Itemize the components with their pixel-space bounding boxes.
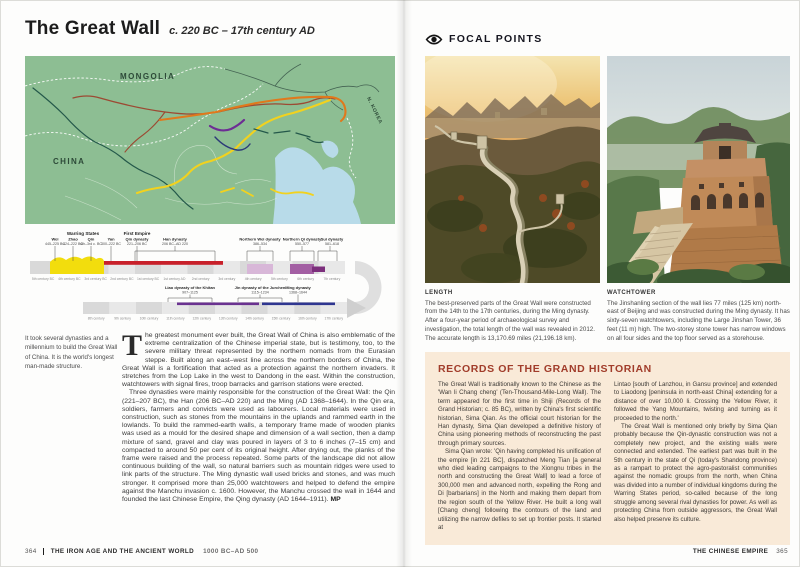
eye-icon bbox=[425, 34, 443, 45]
svg-text:Yan: Yan bbox=[107, 236, 115, 242]
svg-text:550–577: 550–577 bbox=[295, 242, 309, 246]
century-label: 4th century bbox=[244, 277, 262, 281]
svg-text:Liao dynasty of the Khitan: Liao dynasty of the Khitan bbox=[164, 285, 216, 290]
svg-text:Qin dynasty: Qin dynasty bbox=[125, 236, 149, 242]
svg-text:Northern Qi dynasty: Northern Qi dynasty bbox=[282, 236, 322, 242]
records-col1-p1: The Great Wall is traditionally known to the Chinese as the 'Wan li Chang cheng' (Ten-Thousand-Mile-Long Wall). The term appeared for the first time in Shiji (Records of the Grand Historian; c. 85 BC), written by China's first scientific historian, Sima Qian. As the official court historian for the Han dynasty, Sima Qian developed a definitive history of China using pioneering methods of reconstructing the past through primary sources. bbox=[438, 381, 601, 447]
century-label: 7th century bbox=[323, 277, 341, 281]
century-label: 6th century bbox=[297, 277, 315, 281]
right-footer bbox=[693, 548, 788, 555]
map-label-mongolia: MONGOLIA bbox=[120, 72, 176, 81]
length-caption: LENGTH The best-preserved parts of the Great Wall were constructed from the 14th to the 17th centuries, during the Ming dynasty. After a four-year period of archaeological survey and investigation, the total length of the wall was revealed in 2012. The accurate length is 13,170.69 miles (21,196.18 km). bbox=[425, 289, 600, 344]
century-label: 5th century BC bbox=[31, 277, 55, 281]
century-label: 2nd century bbox=[191, 277, 210, 281]
svg-text:221–206 BC: 221–206 BC bbox=[127, 242, 147, 246]
century-label: 8th century bbox=[87, 316, 105, 321]
svg-text:Sui dynasty: Sui dynasty bbox=[320, 236, 344, 242]
century-label: 11th century bbox=[166, 316, 185, 321]
dynasty-timeline bbox=[25, 228, 395, 324]
century-label: 3rd century BC bbox=[84, 277, 107, 281]
page-header bbox=[25, 18, 395, 40]
svg-text:300–222 BC: 300–222 BC bbox=[101, 242, 121, 246]
svg-text:Wei: Wei bbox=[51, 236, 59, 242]
century-label: 15th century bbox=[271, 316, 291, 321]
century-label: 12th century bbox=[192, 316, 212, 321]
century-label: 2nd century BC bbox=[110, 277, 134, 281]
page-title: The Great Wall bbox=[25, 18, 161, 39]
svg-text:4th–3rd c. BC: 4th–3rd c. BC bbox=[80, 242, 102, 246]
body-paragraph-1: The greatest monument ever built, the Great Wall of China is also emblematic of the extreme centralization of the Chinese imperial state, but is testimony, too, to the severe military threat represented by the northern nomads from the Eurasian steppe. Built along an east–west line across the northern borders of China, the Great Wall is a fortification that acted as a protection against the northern invaders. It stretches from the Lop Lake in the west to Dandong in the east. Within the construction, watchtowers with signal fires, troop barracks and garrison stations were erected. bbox=[122, 329, 395, 389]
map-caption: It took several dynasties and a millennium to build the Great Wall of China. It is the world's longest man-made structure. bbox=[25, 335, 118, 370]
drop-cap: T bbox=[122, 329, 143, 362]
records-column-2 bbox=[614, 381, 777, 532]
map-label-china: CHINA bbox=[53, 157, 86, 166]
watchtower-caption-title: WATCHTOWER bbox=[607, 290, 656, 296]
svg-text:Jin dynasty of the Jurchen: Jin dynasty of the Jurchen bbox=[234, 285, 286, 290]
records-title: RECORDS OF THE GRAND HISTORIAN bbox=[438, 363, 652, 375]
century-label: 14th century bbox=[245, 316, 264, 321]
length-caption-title: LENGTH bbox=[425, 290, 453, 296]
svg-text:1115–1234: 1115–1234 bbox=[251, 290, 269, 295]
right-footer-title: THE CHINESE EMPIRE bbox=[692, 548, 769, 555]
watchtower-photo bbox=[607, 56, 790, 283]
century-label: 4th century BC bbox=[58, 277, 81, 281]
svg-text:581–618: 581–618 bbox=[325, 242, 339, 246]
svg-text:1368–1644: 1368–1644 bbox=[289, 290, 307, 295]
svg-text:424–222 BC: 424–222 BC bbox=[63, 242, 83, 246]
svg-text:445–225 BC: 445–225 BC bbox=[45, 242, 65, 246]
century-label: 3rd century bbox=[218, 277, 236, 281]
timeline-group-label: First Empire bbox=[123, 231, 151, 236]
records-box bbox=[425, 352, 790, 545]
records-col2-p2: The Great Wall is mentioned only briefly by Sima Qian probably because the Qin-dynastic construction was not a completely new project, and the existing walls were connected and extended. The earliest part was built in the 5th century in the state of Qi (today's Shandong province) as a rampart to protect the agro-pastoralist communities against the nomadic groups from the north, when China was divided into a number of individual kingdoms during the Warring States period, so-called because of the long struggle among several rival dynasties for power. As well as protecting China from outside aggressors, the Great Wall also helped preserve its culture. bbox=[614, 423, 777, 523]
century-label: 1st century AD bbox=[163, 277, 186, 281]
svg-text:206 BC–AD 220: 206 BC–AD 220 bbox=[162, 242, 188, 246]
records-column-1 bbox=[438, 381, 601, 532]
records-col2-p1: Lintao [south of Lanzhou, in Gansu province] and extended to Liaodong [peninsula in north-east China] extending for a distance of over 10,000 li. Crossing the Yellow River, it followed the Yang Mountains, twisting and turning as it proceeded to the north.' bbox=[614, 381, 777, 422]
svg-text:Han dynasty: Han dynasty bbox=[163, 236, 187, 242]
timeline-bottom-labels bbox=[165, 285, 312, 295]
watchtower-caption: WATCHTOWER The Jinshanling section of the wall lies 77 miles (125 km) north-east of Beijing and was constructed during the Ming dynasty. It has sixty-seven watchtowers, including the Large Jinshan Tower, 36 feet (11 m) high. The two-storey stone tower has narrow windows on all four sides and the top floor served as a storehouse. bbox=[607, 290, 790, 342]
page-gutter bbox=[396, 0, 412, 567]
great-wall-map bbox=[25, 56, 395, 224]
right-folio: 365 bbox=[776, 548, 788, 555]
century-label: 17th century bbox=[324, 316, 344, 321]
svg-text:Zhao: Zhao bbox=[68, 236, 78, 242]
length-photo bbox=[425, 56, 600, 283]
svg-text:907–1125: 907–1125 bbox=[182, 290, 198, 295]
svg-text:Qin: Qin bbox=[87, 236, 95, 242]
author-initials: MP bbox=[330, 496, 341, 504]
century-label: 16th century bbox=[298, 316, 317, 321]
records-col1-p2: Sima Qian wrote: 'Qin having completed his unification of the empire [in 221 BC], dispatched Meng Tian [a general who died leading campaigns to the Xiongnu tribes in the north and constructing the Great Wall] to lead a force of 300,000 men and advanced north, expelling the Rong and Di [barbarians] in the North and making them depart from the region south of the Yellow River. He built a long wall [Chang cheng] following the contours of the land and utilizing the narrow defiles to set up frontier posts. It started at bbox=[438, 448, 601, 531]
left-footer bbox=[25, 548, 258, 555]
century-label: 5th century bbox=[270, 277, 288, 281]
timeline-top-labels bbox=[45, 231, 344, 246]
svg-text:Northern Wei dynasty: Northern Wei dynasty bbox=[239, 236, 281, 242]
timeline-group-label: Warring States bbox=[66, 231, 100, 236]
century-label: 13th century bbox=[218, 316, 238, 321]
century-label: 10th century bbox=[139, 316, 159, 321]
century-label: 1st century BC bbox=[137, 277, 160, 281]
map-label-nkorea: N. KOREA bbox=[365, 96, 384, 126]
svg-text:Ming dynasty: Ming dynasty bbox=[285, 285, 311, 290]
body-text bbox=[122, 329, 395, 504]
left-folio: 364 bbox=[25, 548, 37, 555]
svg-text:386–534: 386–534 bbox=[253, 242, 267, 246]
century-label: 9th century bbox=[114, 316, 131, 321]
left-footer-title: THE IRON AGE AND THE ANCIENT WORLD bbox=[43, 548, 194, 555]
title-dates: c. 220 BC – 17th century AD bbox=[169, 25, 315, 37]
body-paragraph-2: Three dynasties were mainly responsible for the construction of the Great Wall: the Qin (221–207 BC), the Han (206 BC–AD 220) and the Ming (AD 1368–1644). In the Qin era, soldiers, farmers and convicts were used as labourers. Local materials were used in construction, such as stones from the mountains in the uplands and rammed earth in the lowlands. To build the rammed-earth walls, a temporary frame made of wooden planks was used as a mould for the desired shape and dimension of a wall section, then a damp mixture of sand, gravel and clay was poured in layers of 3 to 6 inches (7–15 cm) and compacted to around 50 per cent of its original height. After drying out, the planks of the frame were raised and the process repeated. Some parts of the landscape did not allow continuous building of the wall, so natural barriers such as mountain ridges were used to link parts of the structure. The Ming dynastic wall used bricks and stones, and was much stronger. It comprised more than 25,000 watchtowers and helped to defend the empire against the Manchu invasion c. 1600. However, the Manchu crossed the wall in 1644 and founded the last Chinese Empire, the Qing dynasty (AD 1644–1911). MP bbox=[122, 389, 395, 504]
focal-points-header bbox=[425, 33, 543, 45]
left-footer-dates: 1000 BC–AD 500 bbox=[203, 548, 259, 555]
focal-points-label: FOCAL POINTS bbox=[449, 33, 543, 45]
